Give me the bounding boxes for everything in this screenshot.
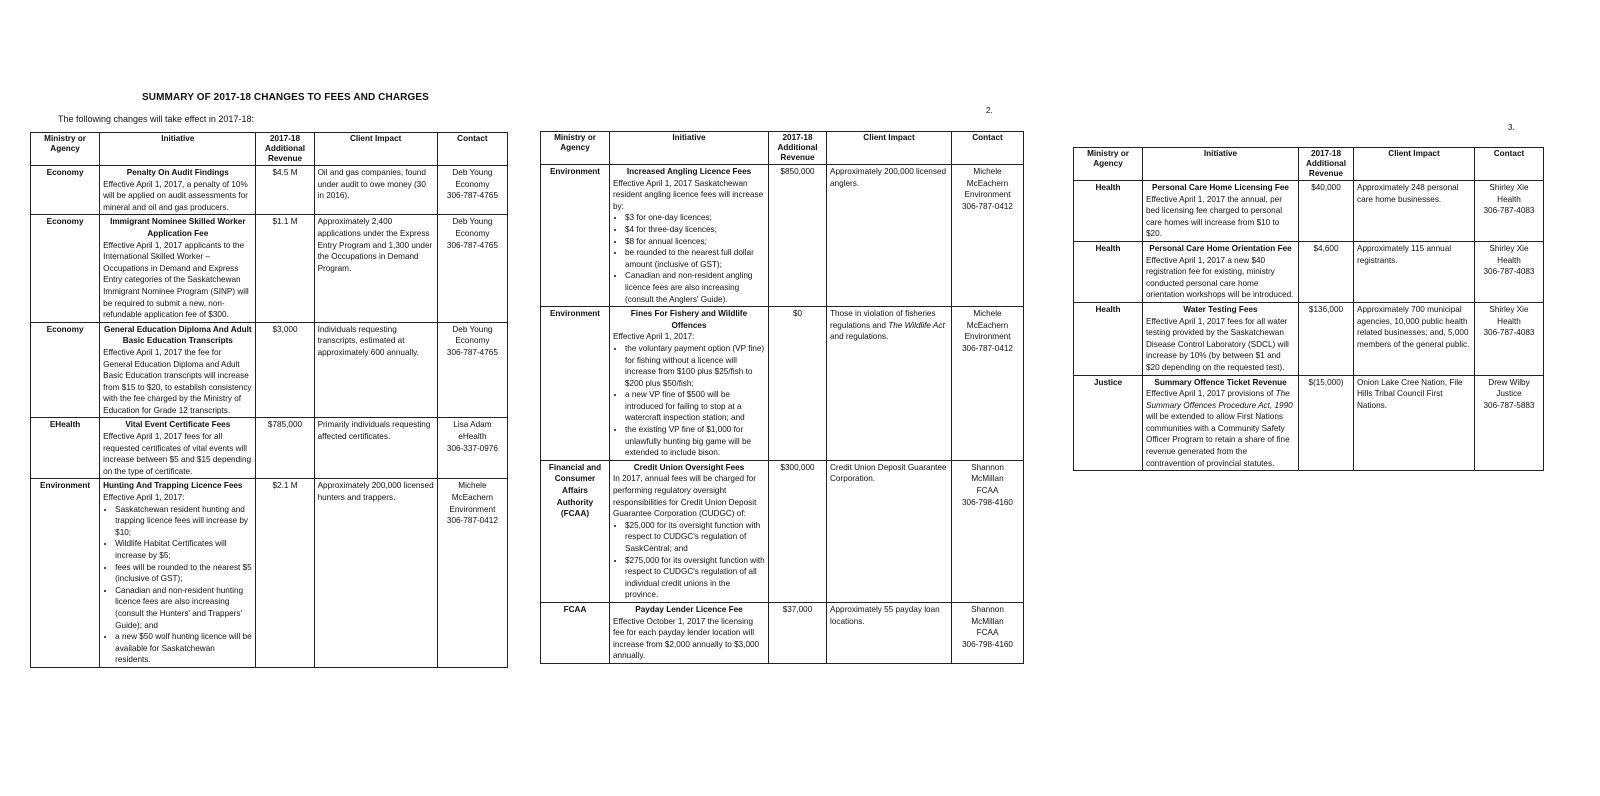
contact-cell: [1475, 241, 1544, 302]
bullet-list: [613, 343, 765, 459]
list-item: • be rounded to the nearest full dollar amount (inclusive of GST);: [625, 247, 765, 270]
contact-ministry: eHealth: [458, 432, 487, 442]
fees-table-page-1: [30, 132, 508, 668]
initiative-title: General Education Diploma And Adult Basic Education Transcripts: [103, 324, 252, 346]
initiative-cell: [100, 166, 256, 215]
contact-name: Lisa Adam: [453, 420, 492, 430]
initiative-cell: [100, 215, 256, 322]
fees-table-page-2: [540, 131, 1024, 664]
header-impact: Client Impact: [827, 132, 952, 165]
list-item: • $8 for annual licences;: [625, 236, 765, 248]
initiative-title: Hunting And Trapping Licence Fees: [103, 481, 243, 491]
ministry-cell: Environment: [541, 165, 610, 307]
ministry-cell: Environment: [31, 479, 100, 668]
initiative-title: Payday Lender Licence Fee: [635, 604, 743, 614]
contact-phone: 306-787-4765: [446, 347, 498, 357]
contact-phone: 306-787-4083: [1483, 267, 1535, 277]
revenue-cell: $40,000: [1299, 181, 1354, 242]
contact-ministry: Health: [1497, 316, 1521, 326]
fees-table-page-3: [1073, 147, 1544, 471]
contact-ministry: Justice: [1496, 389, 1522, 399]
contact-name: Shannon: [971, 462, 1004, 472]
revenue-cell: $0: [769, 307, 827, 461]
initiative-description: Effective April 1, 2017:: [613, 332, 695, 342]
impact-text: and regulations.: [830, 332, 889, 342]
contact-name: McMillan: [971, 616, 1004, 626]
table-row: [541, 307, 1024, 461]
bullet-list: [103, 504, 252, 666]
ministry-cell: FCAA: [541, 602, 610, 663]
initiative-description: Effective April 1, 2017 applicants to the International Skilled Worker – Occupations in Demand and Express Entry categories of the Saskatchewan Immigrant Nominee Program (SINP) will be required to submit a new, non-refundable application fee of $300.: [103, 240, 249, 320]
contact-phone: 306-787-4083: [1483, 328, 1535, 338]
contact-ministry: Health: [1497, 194, 1521, 204]
ministry-cell: Health: [1074, 181, 1143, 242]
contact-cell: [952, 165, 1024, 307]
contact-cell: [437, 166, 507, 215]
table-row: [541, 460, 1024, 602]
impact-cell: Approximately 200,000 licensed hunters and trappers.: [314, 479, 437, 668]
impact-cell: Approximately 115 annual registrants.: [1354, 241, 1475, 302]
initiative-description: Effective April 1, 2017 fees for all requested certificates of vital events will increase between $5 and $15 depending on the type of certificate.: [103, 432, 252, 476]
table-header-row: [1074, 148, 1544, 181]
contact-name: Michele: [458, 481, 487, 491]
ministry-cell: Health: [1074, 241, 1143, 302]
contact-cell: [1475, 302, 1544, 375]
header-revenue: 2017-18 Additional Revenue: [256, 133, 314, 166]
table-row: [1074, 302, 1544, 375]
initiative-description: In 2017, annual fees will be charged for performing regulatory oversight responsibilities for Credit Union Deposit Guarantee Corporation (CUDGC) of:: [613, 474, 757, 519]
contact-name: Deb Young: [452, 324, 493, 334]
contact-phone: 306-787-4765: [446, 191, 498, 201]
initiative-cell: [1143, 181, 1299, 242]
initiative-cell: [1143, 302, 1299, 375]
header-contact: Contact: [1475, 148, 1544, 181]
header-contact: Contact: [437, 133, 507, 166]
initiative-description: Effective April 1, 2017, a penalty of 10% will be applied on audit assessments for mineral and oil and gas producers.: [103, 179, 248, 212]
initiative-description: Effective April 1, 2017 the annual, per bed licensing fee charged to personal care homes will increase from $10 to $20.: [1146, 194, 1283, 239]
impact-cell: Individuals requesting transcripts, estimated at approximately 600 annually.: [314, 322, 437, 418]
contact-name: Shirley Xie: [1489, 243, 1529, 253]
initiative-cell: [610, 602, 769, 663]
revenue-cell: $1.1 M: [256, 215, 314, 322]
table-header-row: [31, 133, 508, 166]
act-name: The Summary Offences Procedure Act, 1990: [1146, 389, 1293, 410]
initiative-description: Effective October 1, 2017 the licensing fee for each payday lender location will increase from $2,000 annually to $3,000 annually.: [613, 616, 760, 661]
revenue-cell: $4.5 M: [256, 166, 314, 215]
list-item: • the existing VP fine of $1,000 for unlawfully hunting big game will be extended to include bison.: [625, 424, 765, 459]
impact-cell: Oil and gas companies, found under audit to owe money (30 in 2016).: [314, 166, 437, 215]
initiative-cell: [100, 322, 256, 418]
contact-ministry: Environment: [964, 190, 1011, 200]
list-item: • $275,000 for its oversight function with respect to CUDGC's regulation of all individual credit unions in the province.: [625, 555, 765, 601]
impact-text: Those in violation of fisheries regulations and: [830, 309, 936, 330]
contact-phone: 306-787-0412: [446, 516, 498, 526]
contact-name: McEachern: [966, 178, 1009, 188]
table-row: [541, 602, 1024, 663]
header-initiative: Initiative: [1143, 148, 1299, 181]
initiative-title: Penalty On Audit Findings: [126, 168, 229, 177]
initiative-title: Credit Union Oversight Fees: [633, 462, 745, 472]
revenue-cell: $(15,000): [1299, 375, 1354, 471]
contact-name: Michele: [973, 309, 1002, 319]
initiative-cell: [610, 307, 769, 461]
intro-text: The following changes will take effect in 2017-18:: [58, 114, 254, 124]
table-row: [541, 165, 1024, 307]
ministry-cell: Economy: [31, 215, 100, 322]
contact-cell: [952, 460, 1024, 602]
list-item: • Canadian and non-resident hunting licence fees are also increasing (consult the Hunters' and Trappers' Guide); and: [115, 585, 252, 631]
contact-cell: [952, 602, 1024, 663]
header-contact: Contact: [952, 132, 1024, 165]
contact-ministry: Environment: [964, 332, 1011, 342]
table-row: [31, 322, 508, 418]
initiative-title: Personal Care Home Licensing Fee: [1152, 183, 1289, 192]
table-row: [31, 166, 508, 215]
bullet-list: [613, 212, 765, 305]
revenue-cell: $3,000: [256, 322, 314, 418]
list-item: • a new $50 wolf hunting licence will be available for Saskatchewan residents.: [115, 631, 252, 666]
header-impact: Client Impact: [1354, 148, 1475, 181]
contact-name: Shirley Xie: [1489, 183, 1529, 192]
impact-cell: Credit Union Deposit Guarantee Corporation.: [827, 460, 952, 602]
initiative-title: Fines For Fishery and Wildlife Offences: [630, 309, 748, 330]
table-row: [1074, 241, 1544, 302]
initiative-title: Personal Care Home Orientation Fee: [1149, 243, 1292, 253]
table-row: [31, 418, 508, 479]
initiative-cell: [100, 418, 256, 479]
contact-cell: [437, 479, 507, 668]
initiative-cell: [610, 460, 769, 602]
table-row: [31, 479, 508, 668]
ministry-cell: Justice: [1074, 375, 1143, 471]
revenue-cell: $785,000: [256, 418, 314, 479]
contact-name: Shannon: [971, 604, 1004, 614]
contact-phone: 306-798-4160: [962, 639, 1013, 649]
contact-ministry: Economy: [455, 179, 490, 189]
contact-cell: [1475, 375, 1544, 471]
header-revenue: 2017-18 Additional Revenue: [1299, 148, 1354, 181]
initiative-title: Vital Event Certificate Fees: [125, 420, 231, 430]
contact-ministry: Environment: [449, 504, 496, 514]
description-text: Effective April 1, 2017 provisions of: [1146, 389, 1276, 399]
revenue-cell: $2.1 M: [256, 479, 314, 668]
contact-name: Deb Young: [452, 217, 493, 227]
contact-name: McEachern: [451, 493, 494, 503]
header-initiative: Initiative: [610, 132, 769, 165]
contact-cell: [1475, 181, 1544, 242]
contact-phone: 306-337-0976: [446, 443, 498, 453]
contact-cell: [437, 418, 507, 479]
list-item: • fees will be rounded to the nearest $5 (inclusive of GST);: [115, 562, 252, 585]
contact-phone: 306-787-0412: [962, 201, 1013, 211]
initiative-cell: [1143, 375, 1299, 471]
contact-cell: [952, 307, 1024, 461]
initiative-cell: [1143, 241, 1299, 302]
ministry-cell: Health: [1074, 302, 1143, 375]
initiative-description: Effective April 1, 2017 a new $40 registration fee for existing, ministry conducted personal care home orientation workshops will be introduced.: [1146, 255, 1294, 300]
header-ministry: Ministry or Agency: [541, 132, 610, 165]
impact-cell: Approximately 200,000 licensed anglers.: [827, 165, 952, 307]
initiative-title: Water Testing Fees: [1183, 304, 1258, 314]
initiative-title: Summary Offence Ticket Revenue: [1154, 377, 1287, 387]
list-item: • $25,000 for its oversight function with respect to CUDGC's regulation of SaskCentral; and: [625, 520, 765, 555]
contact-phone: 306-787-4765: [446, 240, 498, 250]
contact-ministry: Economy: [455, 336, 490, 346]
impact-cell: Approximately 700 municipal agencies, 10,000 public health related businesses; and, 5,000 members of the general public.: [1354, 302, 1475, 375]
initiative-cell: [100, 479, 256, 668]
impact-cell: Onion Lake Cree Nation, File Hills Tribal Council First Nations.: [1354, 375, 1475, 471]
initiative-cell: [610, 165, 769, 307]
ministry-cell: Environment: [541, 307, 610, 461]
header-ministry: Ministry or Agency: [31, 133, 100, 166]
initiative-description: Effective April 1, 2017 fees for all water testing provided by the Saskatchewan Disease Control Laboratory (SDCL) will increase by 10% (by between $1 and $20 depending on the requested test).: [1146, 316, 1289, 372]
initiative-description: Effective April 1, 2017 Saskatchewan resident angling licence fees will increase by:: [613, 178, 764, 211]
act-name: The Wildlife Act: [888, 320, 945, 330]
initiative-title: Immigrant Nominee Skilled Worker Application Fee: [110, 217, 246, 238]
contact-cell: [437, 322, 507, 418]
document-title: SUMMARY OF 2017-18 CHANGES TO FEES AND CHARGES: [142, 92, 429, 103]
header-revenue: 2017-18 Additional Revenue: [769, 132, 827, 165]
page-number: 3.: [1508, 123, 1515, 132]
list-item: • the voluntary payment option (VP fine) for fishing without a licence will increase from $100 plus $25/fish to $200 plus $50/fish;: [625, 343, 765, 389]
revenue-cell: $850,000: [769, 165, 827, 307]
contact-name: McMillan: [971, 474, 1004, 484]
ministry-cell: Financial and Consumer Affairs Authority (FCAA): [541, 460, 610, 602]
revenue-cell: $37,000: [769, 602, 827, 663]
list-item: • Canadian and non-resident angling licence fees are also increasing (consult the Anglers' Guide).: [625, 270, 765, 305]
revenue-cell: $4,600: [1299, 241, 1354, 302]
table-row: [1074, 181, 1544, 242]
impact-cell: Approximately 55 payday loan locations.: [827, 602, 952, 663]
contact-phone: 306-787-5883: [1483, 400, 1535, 410]
list-item: • $4 for three-day licences;: [625, 224, 765, 236]
bullet-list: [613, 520, 765, 601]
list-item: • $3 for one-day licences;: [625, 212, 765, 224]
impact-cell: Approximately 248 personal care home businesses.: [1354, 181, 1475, 242]
contact-phone: 306-787-4083: [1483, 206, 1535, 216]
ministry-cell: EHealth: [31, 418, 100, 479]
contact-ministry: FCAA: [976, 628, 999, 638]
contact-name: Shirley Xie: [1489, 304, 1529, 314]
contact-name: Deb Young: [452, 168, 493, 177]
initiative-description: Effective April 1, 2017:: [103, 493, 185, 503]
contact-name: Drew Wilby: [1488, 377, 1530, 387]
list-item: • Saskatchewan resident hunting and trapping licence fees will increase by $10;: [115, 504, 252, 539]
contact-cell: [437, 215, 507, 322]
list-item: • Wildlife Habitat Certificates will increase by $5;: [115, 538, 252, 561]
list-item: • a new VP fine of $500 will be introduced for failing to stop at a watercraft inspection station; and: [625, 389, 765, 424]
initiative-title: Increased Angling Licence Fees: [626, 167, 752, 176]
header-impact: Client Impact: [314, 133, 437, 166]
description-text: will be extended to allow First Nations communities with a Community Safety Officer Program to retain a share of fine revenue generated from the contravention of provincial statutes.: [1146, 412, 1290, 468]
table-row: [1074, 375, 1544, 471]
contact-phone: 306-787-0412: [962, 343, 1013, 353]
initiative-description: Effective April 1, 2017 the fee for General Education Diploma and Adult Basic Education transcripts will increase from $15 to $20, to establish consistency with the fee charged by the Ministry of Education for Grade 12 transcripts.: [103, 347, 252, 415]
table-header-row: [541, 132, 1024, 165]
impact-cell: [827, 307, 952, 461]
contact-ministry: FCAA: [976, 486, 999, 496]
table-row: [31, 215, 508, 322]
contact-name: McEachern: [966, 320, 1009, 330]
impact-cell: Primarily individuals requesting affected certificates.: [314, 418, 437, 479]
impact-cell: Approximately 2,400 applications under the Express Entry Program and 1,300 under the Occupations in Demand Program.: [314, 215, 437, 322]
ministry-cell: Economy: [31, 322, 100, 418]
page-number: 2.: [986, 106, 993, 115]
initiative-description: [1146, 388, 1295, 469]
revenue-cell: $300,000: [769, 460, 827, 602]
contact-ministry: Health: [1497, 255, 1521, 265]
ministry-cell: Economy: [31, 166, 100, 215]
contact-ministry: Economy: [455, 228, 490, 238]
contact-phone: 306-798-4160: [962, 497, 1013, 507]
revenue-cell: $136,000: [1299, 302, 1354, 375]
contact-name: Michele: [973, 167, 1002, 176]
header-initiative: Initiative: [100, 133, 256, 166]
header-ministry: Ministry or Agency: [1074, 148, 1143, 181]
